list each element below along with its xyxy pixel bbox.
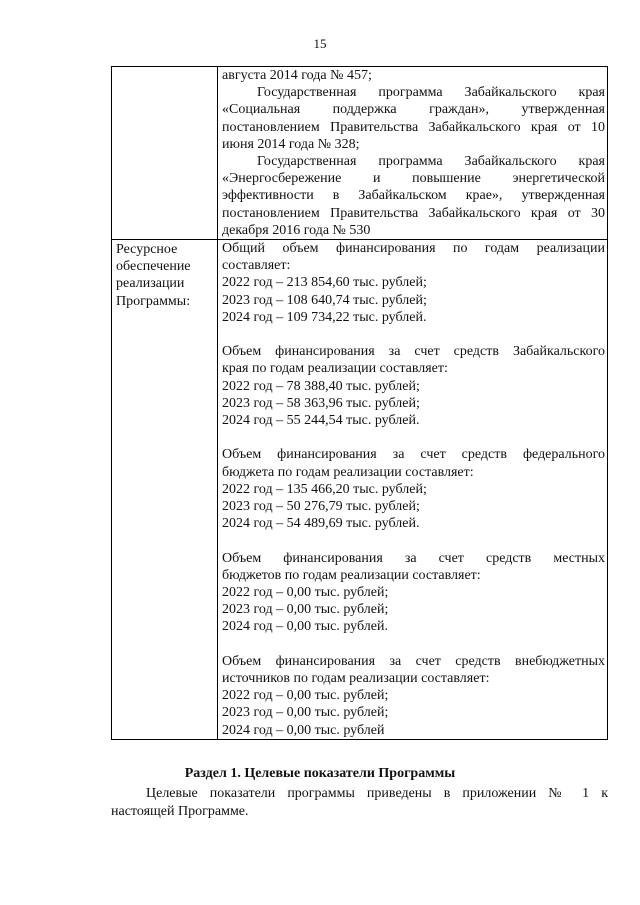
text-line: декабря 2016 года № 530 [222,222,371,238]
financing-line-2022: 2022 год – 78 388,40 тыс. рублей; [222,378,420,394]
financing-line-2022: 2022 год – 135 466,20 тыс. рублей; [222,481,427,497]
paragraph-line: настоящей Программе. [111,804,249,819]
section-heading: Раздел 1. Целевые показатели Программы [184,766,456,781]
financing-line-2023: 2023 год – 0,00 тыс. рублей; [222,705,389,721]
financing-line-2023: 2023 год – 0,00 тыс. рублей; [222,602,389,618]
table-row [112,67,608,240]
text-line: постановлением Правительства Забайкальского края от 10 [222,119,605,135]
paragraph-line: Целевые показатели программы приведены в приложении № 1 к [146,786,608,801]
text-line: бюджета по годам реализации составляет: [222,464,474,480]
text-line: «Энергосбережение и повышение энергетической [222,171,605,187]
table-cell-financing [218,240,608,740]
text-line: постановлением Правительства Забайкальского края от 30 [222,205,605,221]
financing-line-2022: 2022 год – 0,00 тыс. рублей; [222,585,389,601]
text-line: края по годам реализации составляет: [222,361,448,377]
table-cell-resource-label [112,240,218,740]
financing-line-2023: 2023 год – 58 363,96 тыс. рублей; [222,395,420,411]
label-line: обеспечение [116,259,191,275]
text-line: источников по годам реализации составляет: [222,671,490,687]
extrabudget-financing-heading: Объем финансирования за счет средств внебюджетных [222,653,605,669]
financing-line-2022: 2022 год – 213 854,60 тыс. рублей; [222,275,427,291]
text-line: бюджетов по годам реализации составляет: [222,567,481,583]
text-line: августа 2014 года № 457; [222,68,372,83]
financing-line-2024: 2024 год – 0,00 тыс. рублей. [222,619,388,635]
text-line: эффективности в Забайкальском крае», утвержденная [222,188,605,204]
financing-line-2024: 2024 год – 55 244,54 тыс. рублей. [222,413,420,429]
regional-financing-heading: Объем финансирования за счет средств Забайкальского [222,344,605,360]
spacer [222,326,605,343]
table-cell-empty [112,67,218,240]
table-row [112,240,608,740]
table-cell-state-programs [218,67,608,240]
financing-line-2024: 2024 год – 0,00 тыс. рублей [222,722,385,738]
financing-line-2023: 2023 год – 108 640,74 тыс. рублей; [222,292,427,308]
financing-line-2024: 2024 год – 54 489,69 тыс. рублей. [222,516,420,532]
label-line: реализации [116,276,185,292]
federal-financing-heading: Объем финансирования за счет средств федерального [222,447,605,463]
text-line: Государственная программа Забайкальского края [257,85,605,101]
text-line: Государственная программа Забайкальского края [257,154,605,170]
page-number: 15 [313,36,327,51]
spacer [222,532,605,549]
text-line: июня 2014 года № 328; [222,136,360,152]
label-line: Ресурсное [116,242,178,258]
financing-line-2023: 2023 год – 50 276,79 тыс. рублей; [222,499,420,515]
text-line: «Социальная поддержка граждан», утвержденная [222,102,605,118]
label-line: Программы: [116,293,191,309]
financing-line-2024: 2024 год – 109 734,22 тыс. рублей. [222,309,427,325]
passport-table [111,66,608,740]
local-financing-heading: Объем финансирования за счет средств местных [222,550,605,566]
text-line: составляет: [222,258,291,274]
total-financing-heading: Общий объем финансирования по годам реализации [222,241,605,257]
spacer [222,636,605,653]
financing-line-2022: 2022 год – 0,00 тыс. рублей; [222,688,389,704]
spacer [222,429,605,446]
section-paragraph [111,785,608,821]
